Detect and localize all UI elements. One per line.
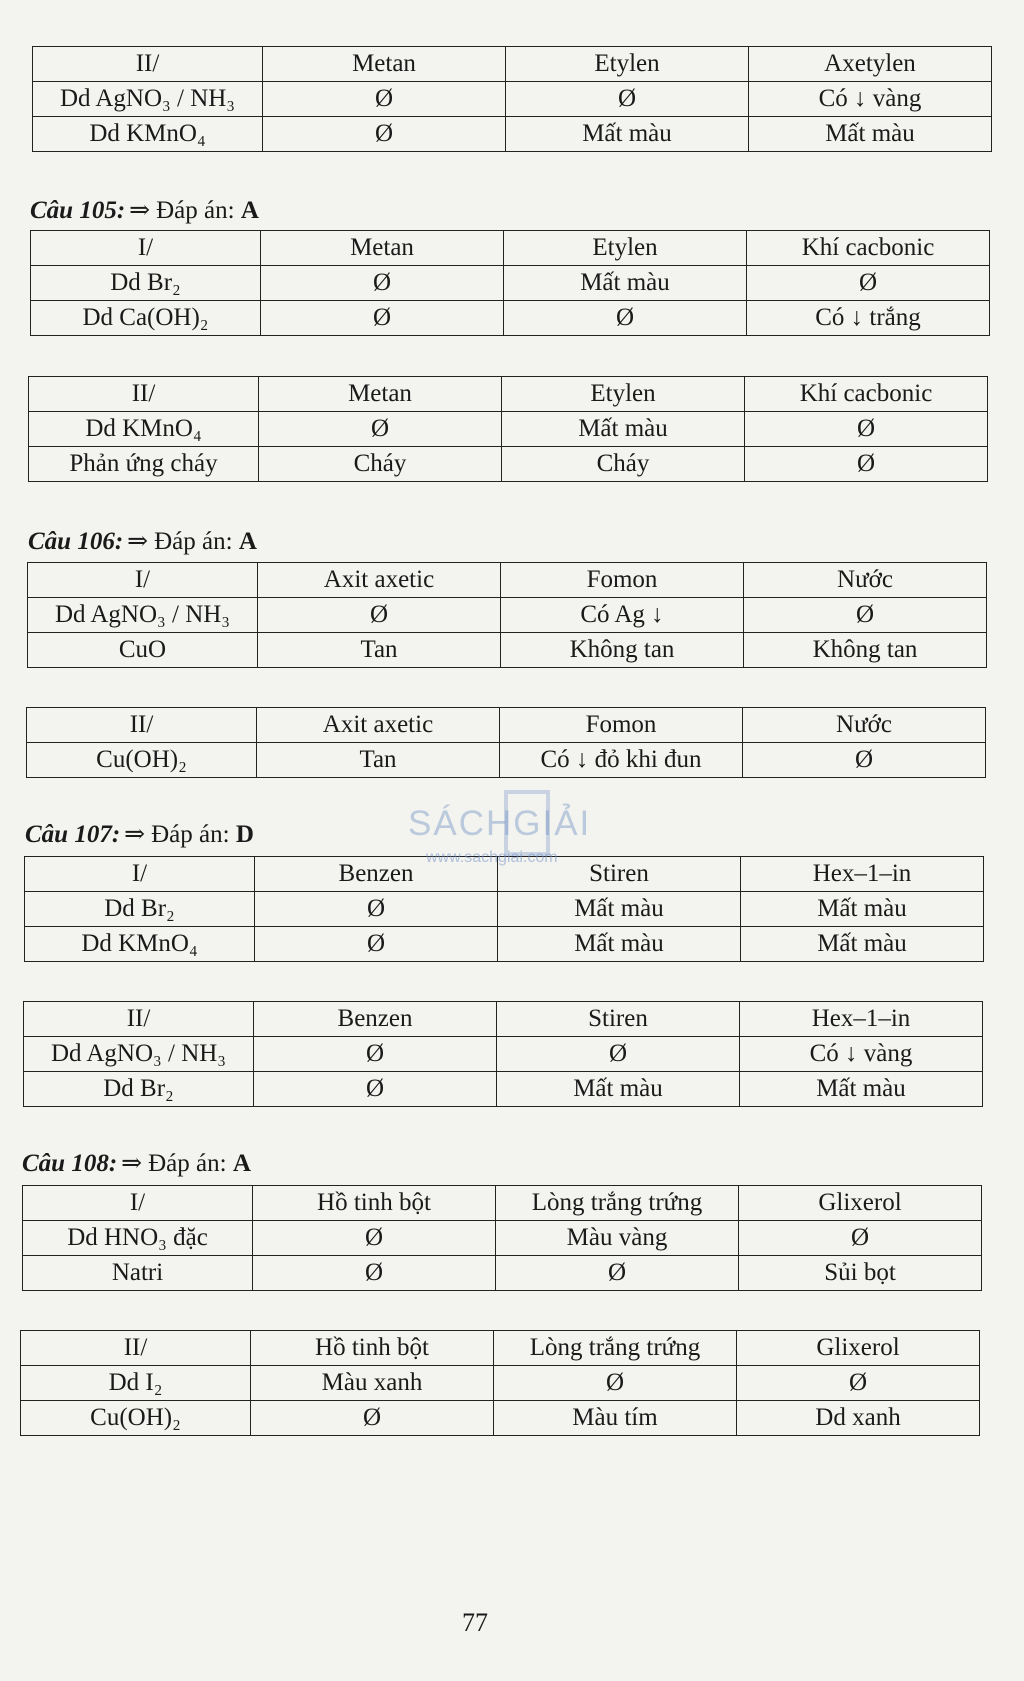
table-cell: Ø: [747, 266, 990, 301]
table-cell: Mất màu: [741, 927, 984, 962]
table-cell: Glixerol: [737, 1331, 980, 1366]
table-cell: Mất màu: [506, 117, 749, 152]
table-row: [29, 377, 988, 412]
table-cell: Mất màu: [504, 266, 747, 301]
table-cell: II/: [27, 708, 257, 743]
table-cell: Cu(OH)₂: [21, 1401, 251, 1436]
table-cell: Stiren: [497, 1002, 740, 1037]
page-number: 77: [462, 1608, 488, 1637]
table-cell: II/: [29, 377, 259, 412]
reaction-table-107-ii: [23, 1001, 983, 1107]
table-row: [33, 82, 992, 117]
table-cell: Hex–1–in: [741, 857, 984, 892]
table-cell: Có ↓ trắng: [747, 301, 990, 336]
table-cell: Ø: [737, 1366, 980, 1401]
table-cell: Mất màu: [741, 892, 984, 927]
table-cell: Tan: [258, 633, 501, 668]
table-cell: Có ↓ đỏ khi đun: [500, 743, 743, 778]
table-cell: Dd KMnO₄: [25, 927, 255, 962]
table-cell: Etylen: [502, 377, 745, 412]
answer-label: Đáp án:: [154, 528, 233, 555]
table-cell: Không tan: [501, 633, 744, 668]
table-row: [27, 743, 986, 778]
table-row: [29, 412, 988, 447]
table-body: [33, 47, 992, 152]
table-cell: Mất màu: [498, 927, 741, 962]
table-cell: Dd Br₂: [31, 266, 261, 301]
table-body: [23, 1186, 982, 1291]
table-cell: Dd Br₂: [25, 892, 255, 927]
table-body: [28, 563, 987, 668]
table-cell: Ø: [259, 412, 502, 447]
table-cell: Metan: [259, 377, 502, 412]
table-cell: Ø: [254, 1072, 497, 1107]
table-row: [21, 1366, 980, 1401]
table-cell: Fomon: [501, 563, 744, 598]
table-row: [25, 857, 984, 892]
answer-label: Đáp án:: [156, 197, 235, 224]
table-cell: Ø: [255, 892, 498, 927]
table-row: [24, 1037, 983, 1072]
reaction-table-108-ii: [20, 1330, 980, 1436]
table-cell: Metan: [263, 47, 506, 82]
table-row: [28, 598, 987, 633]
table-cell: Hồ tinh bột: [251, 1331, 494, 1366]
table-cell: Ø: [497, 1037, 740, 1072]
answer-value: A: [238, 528, 257, 555]
table-cell: Glixerol: [739, 1186, 982, 1221]
table-cell: II/: [33, 47, 263, 82]
table-cell: Etylen: [506, 47, 749, 82]
table-cell: Dd Br₂: [24, 1072, 254, 1107]
table-cell: Mất màu: [749, 117, 992, 152]
table-row: [27, 708, 986, 743]
reaction-table-105-ii: [28, 376, 988, 482]
implies-arrow: ⇒: [127, 528, 149, 555]
table-cell: Ø: [743, 743, 986, 778]
table-cell: Ø: [745, 412, 988, 447]
table-cell: II/: [21, 1331, 251, 1366]
table-cell: Ø: [253, 1221, 496, 1256]
question-heading-108: [22, 1149, 251, 1179]
table-cell: Ø: [251, 1401, 494, 1436]
implies-arrow: ⇒: [121, 1150, 143, 1177]
table-cell: Ø: [496, 1256, 739, 1291]
table-cell: Cháy: [502, 447, 745, 482]
table-cell: Stiren: [498, 857, 741, 892]
table-cell: Dd AgNO₃ / NH₃: [33, 82, 263, 117]
table-row: [24, 1002, 983, 1037]
table-cell: Có ↓ vàng: [740, 1037, 983, 1072]
table-body: [29, 377, 988, 482]
table-row: [31, 266, 990, 301]
table-cell: II/: [24, 1002, 254, 1037]
table-cell: Mất màu: [740, 1072, 983, 1107]
answer-value: A: [240, 197, 259, 224]
watermark-url: www.sachgiai.com: [426, 849, 558, 866]
table-cell: Fomon: [500, 708, 743, 743]
table-row: [23, 1221, 982, 1256]
table-cell: Benzen: [254, 1002, 497, 1037]
table-cell: Lòng trắng trứng: [496, 1186, 739, 1221]
table-cell: Nước: [743, 708, 986, 743]
table-row: [24, 1072, 983, 1107]
table-cell: Ø: [263, 117, 506, 152]
table-cell: Ø: [745, 447, 988, 482]
question-number: Câu 107:: [25, 821, 121, 848]
answer-label: Đáp án:: [151, 821, 230, 848]
table-cell: Khí cacbonic: [747, 231, 990, 266]
table-cell: Axit axetic: [257, 708, 500, 743]
table-cell: Mất màu: [498, 892, 741, 927]
table-row: [25, 927, 984, 962]
answer-value: D: [235, 821, 254, 848]
reaction-table-107-i: [24, 856, 984, 962]
question-number: Câu 108:: [22, 1150, 118, 1177]
reaction-table-104-ii: [32, 46, 992, 152]
table-row: [23, 1256, 982, 1291]
table-row: [28, 563, 987, 598]
table-row: [29, 447, 988, 482]
table-cell: Dd Ca(OH)₂: [31, 301, 261, 336]
table-cell: Ø: [253, 1256, 496, 1291]
implies-arrow: ⇒: [124, 821, 146, 848]
table-cell: Dd xanh: [737, 1401, 980, 1436]
table-cell: Phản ứng cháy: [29, 447, 259, 482]
table-cell: Lòng trắng trứng: [494, 1331, 737, 1366]
table-cell: Màu xanh: [251, 1366, 494, 1401]
table-row: [21, 1401, 980, 1436]
table-cell: Metan: [261, 231, 504, 266]
reaction-table-106-i: [27, 562, 987, 668]
table-cell: Cu(OH)₂: [27, 743, 257, 778]
table-cell: Cháy: [259, 447, 502, 482]
table-cell: Axit axetic: [258, 563, 501, 598]
table-cell: Dd AgNO₃ / NH₃: [24, 1037, 254, 1072]
table-cell: Màu vàng: [496, 1221, 739, 1256]
table-cell: I/: [23, 1186, 253, 1221]
table-cell: Ø: [504, 301, 747, 336]
table-cell: Ø: [263, 82, 506, 117]
watermark-frame: [504, 790, 550, 856]
table-cell: Sủi bọt: [739, 1256, 982, 1291]
table-cell: Ø: [255, 927, 498, 962]
table-cell: Dd I₂: [21, 1366, 251, 1401]
table-cell: Ø: [494, 1366, 737, 1401]
table-cell: I/: [31, 231, 261, 266]
table-cell: Dd KMnO₄: [33, 117, 263, 152]
table-body: [21, 1331, 980, 1436]
reaction-table-106-ii: [26, 707, 986, 778]
reaction-table-105-i: [30, 230, 990, 336]
table-cell: I/: [28, 563, 258, 598]
table-cell: Ø: [739, 1221, 982, 1256]
table-row: [23, 1186, 982, 1221]
table-row: [31, 231, 990, 266]
table-body: [25, 857, 984, 962]
question-heading-106: [28, 527, 257, 557]
table-row: [25, 892, 984, 927]
table-cell: Hex–1–in: [740, 1002, 983, 1037]
implies-arrow: ⇒: [129, 197, 151, 224]
table-cell: I/: [25, 857, 255, 892]
table-cell: Ø: [258, 598, 501, 633]
table-cell: Axetylen: [749, 47, 992, 82]
table-cell: Etylen: [504, 231, 747, 266]
table-cell: Ø: [254, 1037, 497, 1072]
table-cell: Không tan: [744, 633, 987, 668]
table-row: [33, 117, 992, 152]
table-cell: Ø: [744, 598, 987, 633]
table-cell: Nước: [744, 563, 987, 598]
question-heading-105: [30, 196, 259, 226]
table-body: [24, 1002, 983, 1107]
question-number: Câu 106:: [28, 528, 124, 555]
table-row: [31, 301, 990, 336]
table-cell: Hồ tinh bột: [253, 1186, 496, 1221]
table-cell: Natri: [23, 1256, 253, 1291]
table-body: [27, 708, 986, 778]
table-cell: Dd KMnO₄: [29, 412, 259, 447]
question-number: Câu 105:: [30, 197, 126, 224]
table-row: [33, 47, 992, 82]
table-cell: Mất màu: [502, 412, 745, 447]
table-cell: Ø: [261, 301, 504, 336]
table-cell: CuO: [28, 633, 258, 668]
table-cell: Có ↓ vàng: [749, 82, 992, 117]
table-cell: Màu tím: [494, 1401, 737, 1436]
table-cell: Mất màu: [497, 1072, 740, 1107]
watermark-text: SÁCHGIẢI: [408, 804, 592, 843]
table-cell: Có Ag ↓: [501, 598, 744, 633]
table-cell: Ø: [261, 266, 504, 301]
answer-value: A: [232, 1150, 251, 1177]
table-cell: Ø: [506, 82, 749, 117]
table-row: [28, 633, 987, 668]
reaction-table-108-i: [22, 1185, 982, 1291]
table-cell: Dd HNO₃ đặc: [23, 1221, 253, 1256]
answer-label: Đáp án:: [148, 1150, 227, 1177]
table-body: [31, 231, 990, 336]
table-cell: Tan: [257, 743, 500, 778]
table-cell: Benzen: [255, 857, 498, 892]
table-row: [21, 1331, 980, 1366]
table-cell: Khí cacbonic: [745, 377, 988, 412]
question-heading-107: [25, 820, 254, 850]
table-cell: Dd AgNO₃ / NH₃: [28, 598, 258, 633]
